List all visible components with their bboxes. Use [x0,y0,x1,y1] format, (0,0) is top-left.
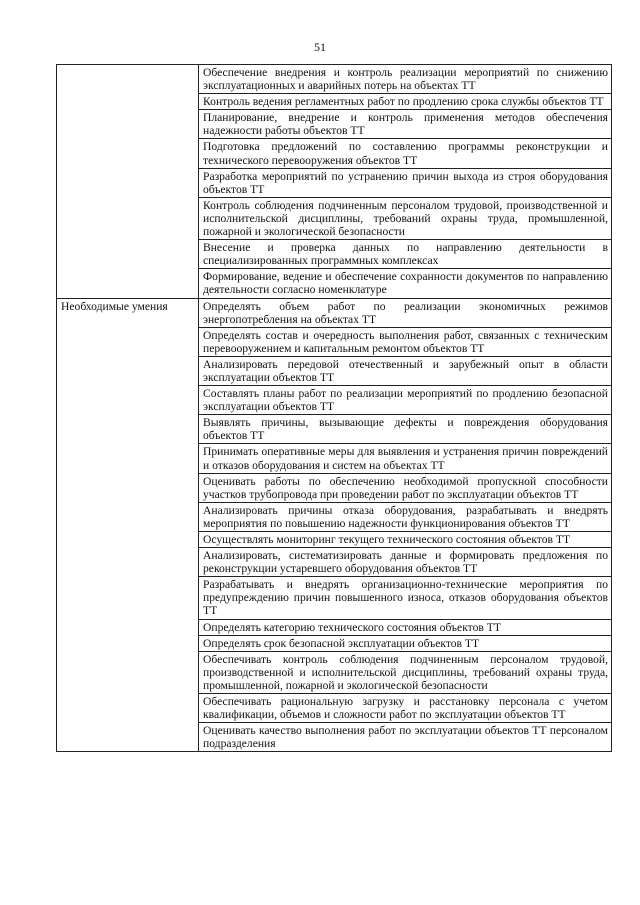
table-cell-item: Определять объем работ по реализации экономичных режимов энергопотребления на объектах ТТ [199,298,612,327]
table-row [57,65,612,94]
section-label: Необходимые умения [57,298,199,752]
table-cell-item: Обеспечивать контроль соблюдения подчиненным персоналом трудовой, производственной и исполнительской дисциплины, требований охраны труда, промышленной, пожарной и экологической безопасности [199,651,612,693]
table-row [57,298,612,327]
table-cell-item: Оценивать работы по обеспечению необходимой пропускной способности участков трубопровода при проведении работ по эксплуатации объектов ТТ [199,473,612,502]
table-cell-item: Подготовка предложений по составлению программы реконструкции и технического перевооружения объектов ТТ [199,139,612,168]
table-cell-item: Обеспечение внедрения и контроль реализации мероприятий по снижению эксплуатационных и аварийных потерь на объектах ТТ [199,65,612,94]
table-cell-item: Составлять планы работ по реализации мероприятий по продлению безопасной эксплуатации объектов ТТ [199,386,612,415]
table-cell-item: Разрабатывать и внедрять организационно-технические мероприятия по предупреждению причин повышенного износа, отказов оборудования объектов ТТ [199,577,612,619]
table-cell-item: Разработка мероприятий по устранению причин выхода из строя оборудования объектов ТТ [199,168,612,197]
table-cell-item: Анализировать причины отказа оборудования, разрабатывать и внедрять мероприятия по повышению надежности функционирования объектов ТТ [199,502,612,531]
table-cell-item: Анализировать, систематизировать данные и формировать предложения по реконструкции устаревшего оборудования объектов ТТ [199,548,612,577]
table-cell-item: Определять категорию технического состояния объектов ТТ [199,619,612,635]
table-cell-item: Определять состав и очередность выполнения работ, связанных с техническим перевооружением и капитальным ремонтом объектов ТТ [199,327,612,356]
table-cell-item: Формирование, ведение и обеспечение сохранности документов по направлению деятельности согласно номенклатуре [199,269,612,298]
table-cell-item: Анализировать передовой отечественный и зарубежный опыт в области эксплуатации объектов ТТ [199,356,612,385]
requirements-table [56,64,612,752]
table-cell-item: Контроль ведения регламентных работ по продлению срока службы объектов ТТ [199,94,612,110]
table-cell-item: Осуществлять мониторинг текущего технического состояния объектов ТТ [199,532,612,548]
table-cell-item: Внесение и проверка данных по направлению деятельности в специализированных программных комплексах [199,240,612,269]
table-cell-item: Оценивать качество выполнения работ по эксплуатации объектов ТТ персоналом подразделения [199,723,612,752]
table-cell-item: Планирование, внедрение и контроль применения методов обеспечения надежности работы объектов ТТ [199,110,612,139]
table-cell-item: Определять срок безопасной эксплуатации объектов ТТ [199,635,612,651]
table-cell-item: Контроль соблюдения подчиненным персоналом трудовой, производственной и исполнительской дисциплины, требований охраны труда, промышленной, пожарной и экологической безопасности [199,197,612,239]
table-cell-item: Принимать оперативные меры для выявления и устранения причин повреждений и отказов оборудования и систем на объектах ТТ [199,444,612,473]
table-cell-item: Выявлять причины, вызывающие дефекты и повреждения оборудования объектов ТТ [199,415,612,444]
table-cell-item: Обеспечивать рациональную загрузку и расстановку персонала с учетом квалификации, объемов и сложности работ по эксплуатации объектов ТТ [199,694,612,723]
section-label-continued [57,65,199,299]
page-number: 51 [314,40,326,54]
